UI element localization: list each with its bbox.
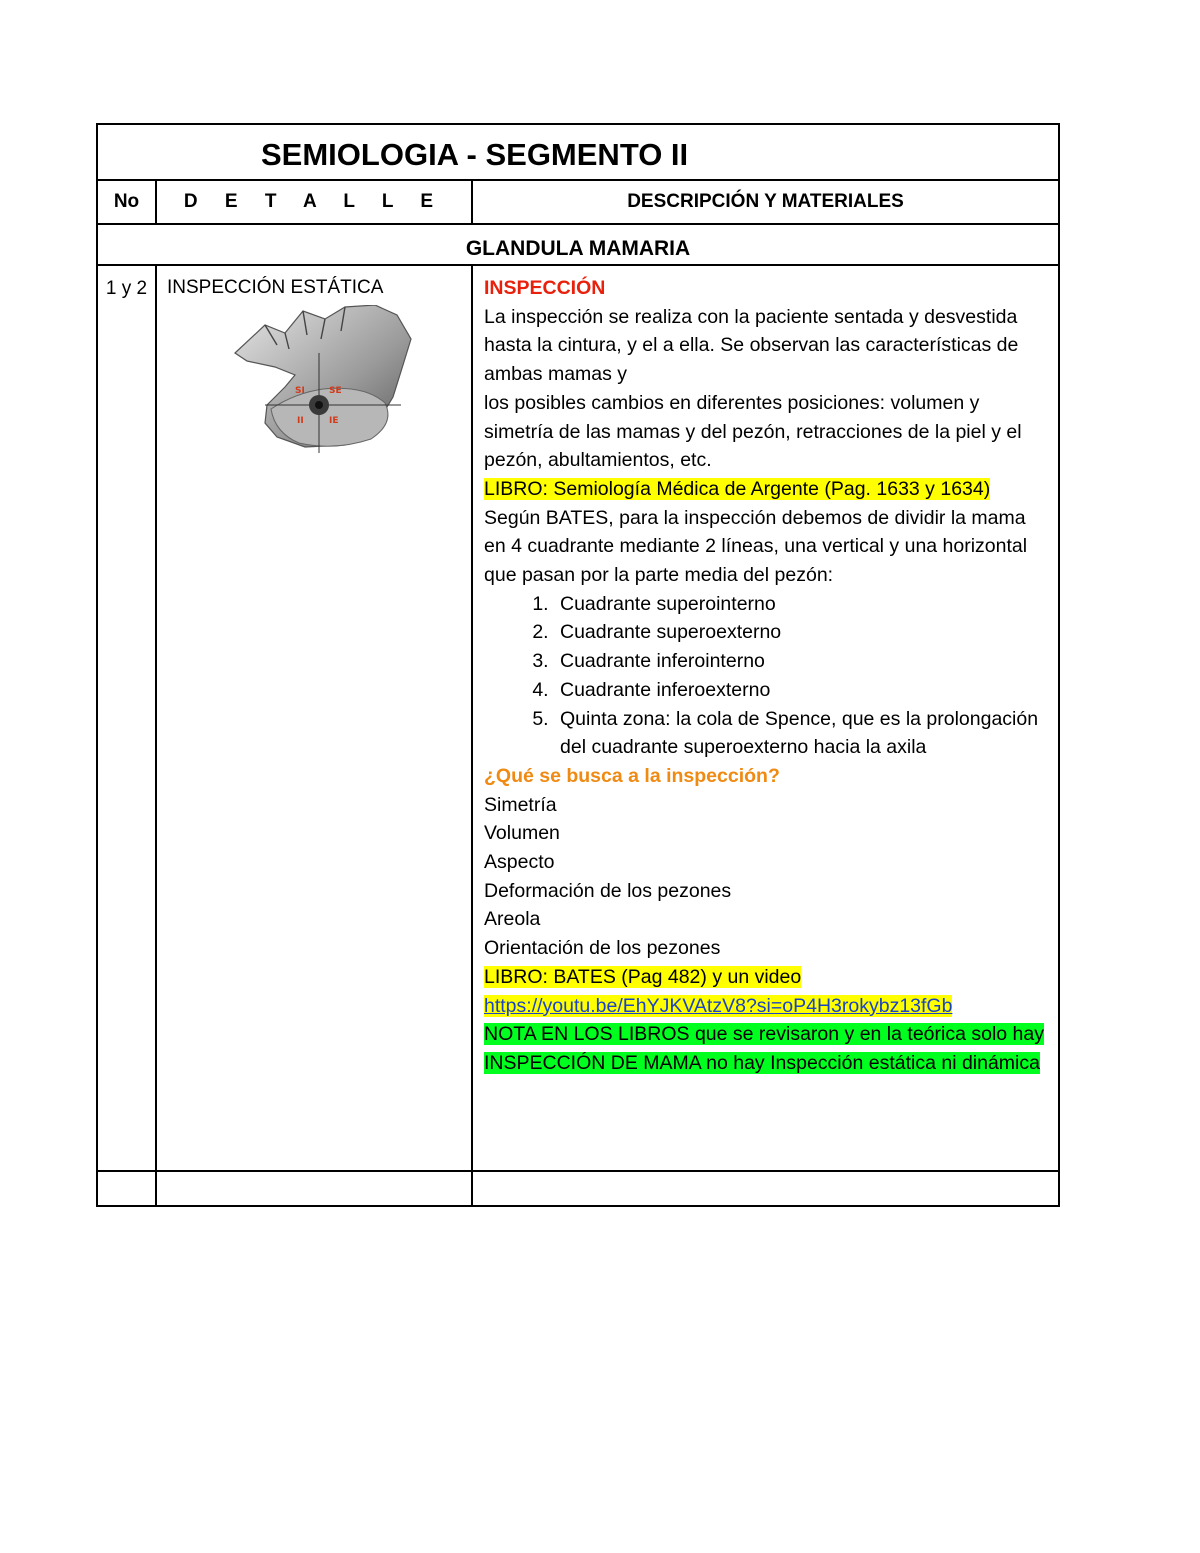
finding-item: Aspecto xyxy=(484,851,555,874)
inspection-question: ¿Qué se busca a la inspección? xyxy=(484,764,780,787)
row-description-cell xyxy=(472,265,1059,1171)
finding-item: Orientación de los pezones xyxy=(484,937,721,960)
finding-item: Deformación de los pezones xyxy=(484,879,732,902)
row-number-text: 1 y 2 xyxy=(105,278,148,299)
inspection-intro: La inspección se realiza con la paciente sentada y desvestida hasta la cintura, y el a ella. Se observan las características de ambas mamas y xyxy=(484,305,1019,386)
row-detail-label: INSPECCIÓN ESTÁTICA xyxy=(167,277,384,298)
inspection-intro-2: los posibles cambios en diferentes posiciones: volumen y simetría de las mamas y del pezón, retracciones de la piel y el pezón, abultamientos, etc. xyxy=(484,391,1022,472)
quadrant-label-si: SI xyxy=(295,386,305,396)
header-detalle: D E T A L L E xyxy=(156,180,472,224)
list-item: 3. Cuadrante inferointerno xyxy=(554,647,1052,676)
book-reference-bates: LIBRO: BATES (Pag 482) y un video xyxy=(484,965,802,988)
quadrant-label-ie: IE xyxy=(329,416,339,426)
quadrant-label-ii: II xyxy=(297,416,304,426)
video-link[interactable]: https://youtu.be/EhYJKVAtzV8?si=oP4H3rokybz13fGb xyxy=(484,994,953,1017)
row-number xyxy=(97,265,156,1171)
section-title: GLANDULA MAMARIA xyxy=(465,237,691,260)
content-row xyxy=(97,265,1059,1171)
list-item: 1. Cuadrante superointerno xyxy=(554,590,1052,619)
header-no: No xyxy=(97,180,156,224)
document-title: SEMIOLOGIA - SEGMENTO II xyxy=(261,137,689,172)
bates-description: Según BATES, para la inspección debemos de dividir la mama en 4 cuadrante mediante 2 líneas, una vertical y una horizontal que pasan por la parte media del pezón: xyxy=(484,506,1028,587)
note-highlight: NOTA EN LOS LIBROS que se revisaron y en la teórica solo hay INSPECCIÓN DE MAMA no hay Inspección estática ni dinámica xyxy=(484,1023,1044,1074)
empty-cell xyxy=(472,1171,1059,1206)
finding-item: Volumen xyxy=(484,822,560,845)
header-descripcion: DESCRIPCIÓN Y MATERIALES xyxy=(472,180,1059,224)
finding-item: Areola xyxy=(484,908,541,931)
empty-row xyxy=(97,1171,1059,1206)
quadrant-list xyxy=(484,590,1052,762)
list-item: 5. Quinta zona: la cola de Spence, que es la prolongación del cuadrante superoexterno hacia la axila xyxy=(554,705,1052,762)
empty-cell xyxy=(97,1171,156,1206)
section-title-cell xyxy=(97,224,1059,265)
row-detail-cell xyxy=(156,265,472,1171)
header-row xyxy=(97,180,1059,224)
list-item: 4. Cuadrante inferoexterno xyxy=(554,676,1052,705)
book-reference-argente: LIBRO: Semiología Médica de Argente (Pag. 1633 y 1634) xyxy=(484,477,991,500)
section-row xyxy=(97,224,1059,265)
breast-quadrant-illustration xyxy=(225,305,415,455)
document-title-cell xyxy=(97,124,1059,180)
list-item: 2. Cuadrante superoexterno xyxy=(554,618,1052,647)
empty-cell xyxy=(156,1171,472,1206)
finding-item: Simetría xyxy=(484,793,557,816)
quadrant-label-se: SE xyxy=(329,386,342,396)
semiologia-table xyxy=(96,123,1060,1207)
inspection-heading: INSPECCIÓN xyxy=(484,277,606,299)
